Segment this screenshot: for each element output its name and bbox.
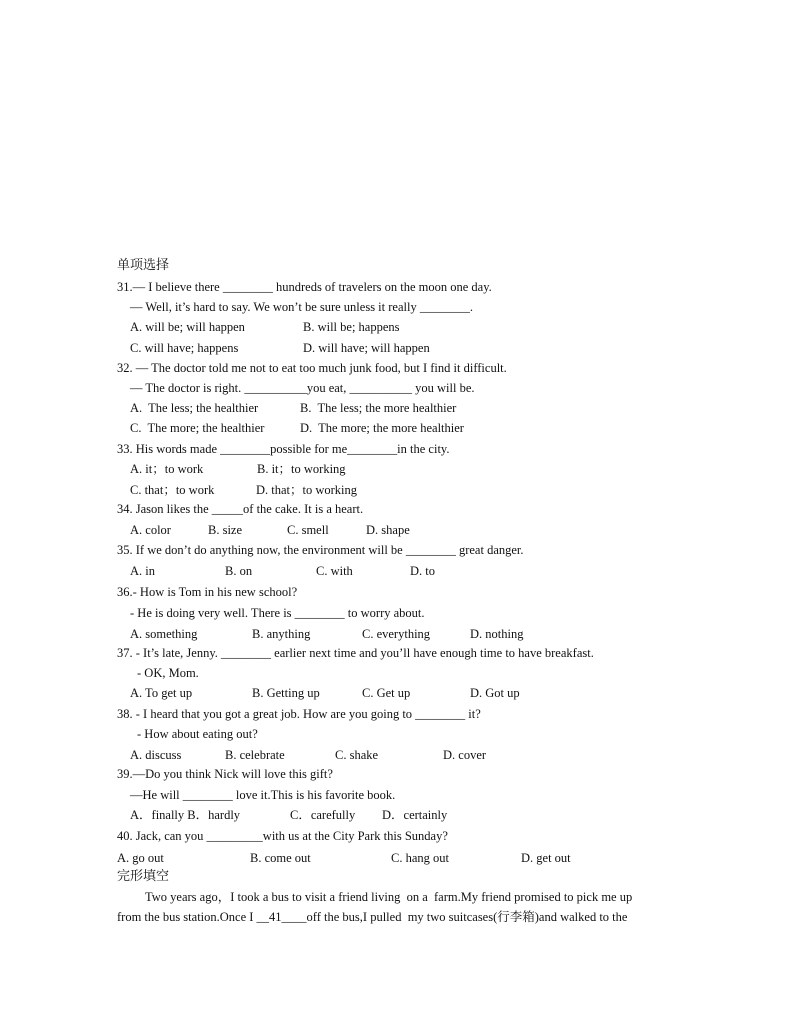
section-heading-cloze: 完形填空 (117, 869, 170, 884)
question-40-option-b: B. come out (250, 851, 311, 865)
question-32-option-b: B. The less; the more healthier (300, 401, 457, 415)
question-37-stem: 37. - It’s late, Jenny. ________ earlier next time and you’ll have enough time to have breakfast. (117, 646, 594, 660)
question-35-stem: 35. If we don’t do anything now, the environment will be ________ great danger. (117, 543, 524, 557)
question-36-option-b: B. anything (252, 627, 311, 641)
question-37-reply: - OK, Mom. (137, 666, 199, 680)
question-40-option-a: A. go out (117, 851, 164, 865)
question-39-option-d: D．certainly (382, 808, 448, 822)
question-34-option-b: B. size (208, 523, 243, 537)
question-37-option-d: D. Got up (470, 686, 520, 700)
question-38-option-c: C. shake (335, 748, 379, 762)
question-33-option-a: A. it；to work (130, 462, 204, 476)
question-31-option-a: A. will be; will happen (130, 320, 245, 334)
question-37-option-c: C. Get up (362, 686, 411, 700)
question-33-option-d: D. that；to working (256, 483, 358, 497)
section-heading-single-choice: 单项选择 (117, 258, 170, 273)
question-31-option-d: D. will have; will happen (303, 341, 430, 355)
question-36-option-a: A. something (130, 627, 198, 641)
question-38-reply: - How about eating out? (137, 727, 258, 741)
cloze-passage-line-2: from the bus station.Once I __41____off the bus,I pulled my two suitcases(行李箱)and walked to the (117, 910, 628, 924)
question-32-stem: 32. — The doctor told me not to eat too much junk food, but I find it difficult. (117, 361, 507, 375)
question-33-option-c: C. that；to work (130, 483, 215, 497)
question-36-option-c: C. everything (362, 627, 431, 641)
question-33-stem: 33. His words made ________possible for me________in the city. (117, 442, 450, 456)
question-31-reply: — Well, it’s hard to say. We won’t be sure unless it really ________. (130, 300, 473, 314)
question-38-option-b: B. celebrate (225, 748, 285, 762)
question-34-stem: 34. Jason likes the _____of the cake. It is a heart. (117, 502, 364, 516)
question-36-stem: 36.- How is Tom in his new school? (117, 585, 298, 599)
question-37-option-b: B. Getting up (252, 686, 320, 700)
question-35-option-b: B. on (225, 564, 253, 578)
cloze-passage-line-1: Two years ago，I took a bus to visit a friend living on a farm.My friend promised to pick me up (145, 890, 633, 904)
question-32-reply: — The doctor is right. __________you eat, __________ you will be. (130, 381, 475, 395)
question-34-option-a: A. color (130, 523, 171, 537)
question-40-stem: 40. Jack, can you _________with us at the City Park this Sunday? (117, 829, 448, 843)
question-40-option-d: D. get out (521, 851, 571, 865)
question-34-option-d: D. shape (366, 523, 410, 537)
question-39-stem: 39.—Do you think Nick will love this gift? (117, 767, 333, 781)
question-33-option-b: B. it；to working (257, 462, 346, 476)
question-40-option-c: C. hang out (391, 851, 449, 865)
question-39-option-c: C．carefully (290, 808, 356, 822)
question-35-option-a: A. in (130, 564, 155, 578)
question-39-reply: —He will ________ love it.This is his favorite book. (130, 788, 396, 802)
question-37-option-a: A. To get up (130, 686, 193, 700)
question-39-option-ab: A．finally B．hardly (130, 808, 241, 822)
question-31-option-c: C. will have; happens (130, 341, 239, 355)
question-32-option-c: C. The more; the healthier (130, 421, 265, 435)
question-36-reply: - He is doing very well. There is ________ to worry about. (130, 606, 425, 620)
question-38-option-a: A. discuss (130, 748, 182, 762)
question-38-stem: 38. - I heard that you got a great job. How are you going to ________ it? (117, 707, 481, 721)
question-31-option-b: B. will be; happens (303, 320, 400, 334)
question-36-option-d: D. nothing (470, 627, 524, 641)
question-32-option-d: D. The more; the more healthier (300, 421, 464, 435)
question-32-option-a: A. The less; the healthier (130, 401, 259, 415)
question-35-option-d: D. to (410, 564, 435, 578)
question-35-option-c: C. with (316, 564, 353, 578)
question-38-option-d: D. cover (443, 748, 487, 762)
question-34-option-c: C. smell (287, 523, 329, 537)
question-31-stem: 31.— I believe there ________ hundreds of travelers on the moon one day. (117, 280, 492, 294)
